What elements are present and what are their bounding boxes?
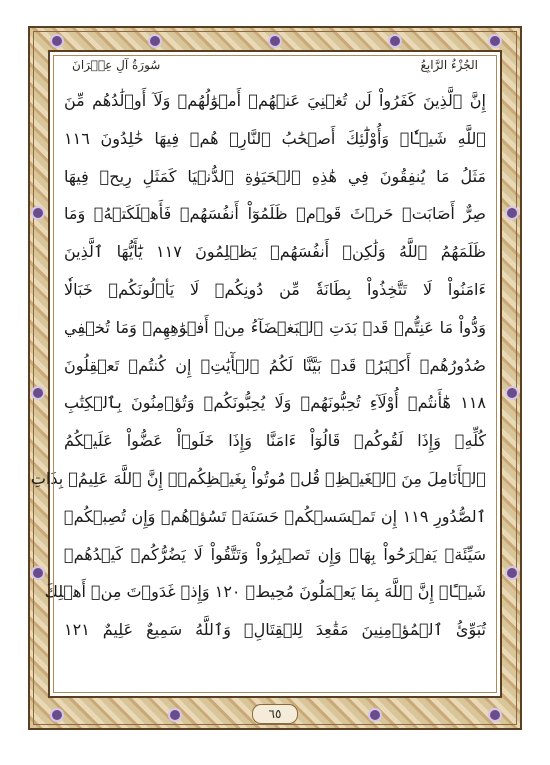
text-line: ١١٨ هَٰٓأَنتُمۡ أُوْلَآءِ تُحِبُّونَهُمۡ وَلَا يُحِبُّونَكُمۡ وَتُؤۡمِنُونَ بِٱلۡكِتَٰبِ	[64, 393, 486, 413]
text-panel	[30, 50, 502, 698]
flower-ornament-icon	[33, 388, 43, 398]
text-line: شَيۡـًٔاۗ إِنَّ ٱللَّهَ بِمَا يَعۡمَلُونَ مُحِيطٞ ١٢٠ وَإِذۡ غَدَوۡتَ مِنۡ أَهۡلِكَ	[44, 582, 486, 602]
page-header	[66, 56, 484, 74]
flower-ornament-icon	[52, 36, 62, 46]
text-line: وَدُّواْ مَا عَنِتُّمۡ قَدۡ بَدَتِ ٱلۡبَغۡضَآءُ مِنۡ أَفۡوَٰهِهِمۡ وَمَا تُخۡفِي	[64, 317, 486, 337]
ornamental-border	[28, 26, 522, 730]
text-line: مَثَلُ مَا يُنفِقُونَ فِي هَٰذِهِ ٱلۡحَيَوٰةِ ٱلدُّنۡيَا كَمَثَلِ رِيحٖ فِيهَا	[64, 166, 486, 186]
flower-ornament-icon	[507, 568, 517, 578]
flower-ornament-icon	[33, 208, 43, 218]
surah-title: سُورَةُ آلِ عِمۡرَانَ	[72, 58, 161, 72]
flower-ornament-icon	[170, 710, 180, 720]
text-line: تُبَوِّئُ ٱلۡمُؤۡمِنِينَ مَقَٰعِدَ لِلۡقِتَالِۗ وَٱللَّهُ سَمِيعٌ عَلِيمٌ ١٢١	[64, 620, 486, 640]
page-number: ٦٥	[252, 704, 298, 724]
flower-ornament-icon	[490, 710, 500, 720]
text-line: ٱلصُّدُورِ ١١٩ إِن تَمۡسَسۡكُمۡ حَسَنَةٞ تَسُؤۡهُمۡ وَإِن تُصِبۡكُمۡ	[64, 506, 487, 526]
text-line: ٱللَّهِ شَيۡـٔٗاۖ وَأُوْلَٰٓئِكَ أَصۡحَٰبُ ٱلنَّارِۖ هُمۡ فِيهَا خَٰلِدُونَ ١١٦	[64, 128, 486, 148]
flower-ornament-icon	[270, 36, 280, 46]
verse-text	[30, 82, 500, 688]
flower-ornament-icon	[390, 36, 400, 46]
text-line: ٱلۡأَنَامِلَ مِنَ ٱلۡغَيۡظِۚ قُلۡ مُوتُواْ بِغَيۡظِكُمۡۗ إِنَّ ٱللَّهَ عَلِيمُۢ بِذَاتِ	[30, 468, 486, 488]
text-line: ظَلَمَهُمُ ٱللَّهُ وَلَٰكِنۡ أَنفُسَهُمۡ يَظۡلِمُونَ ١١٧ يَٰٓأَيُّهَا ٱلَّذِينَ	[64, 242, 487, 262]
text-line: سَيِّئَةٞ يَفۡرَحُواْ بِهَاۖ وَإِن تَصۡبِرُواْ وَتَتَّقُواْ لَا يَضُرُّكُمۡ كَيۡدُهُمۡ	[64, 544, 486, 564]
text-line: صِرٌّ أَصَابَتۡ حَرۡثَ قَوۡمٖ ظَلَمُوٓاْ أَنفُسَهُمۡ فَأَهۡلَكَتۡهُۚ وَمَا	[64, 204, 486, 224]
flower-ornament-icon	[370, 710, 380, 720]
flower-ornament-icon	[33, 568, 43, 578]
juz-title: الجُزْءُ الرَّابِعُ	[420, 58, 478, 72]
flower-ornament-icon	[150, 36, 160, 46]
text-line: إِنَّ ٱلَّذِينَ كَفَرُواْ لَن تُغۡنِيَ عَنۡهُمۡ أَمۡوَٰلُهُمۡ وَلَآ أَوۡلَٰدُهُم مِّنَ	[64, 91, 486, 110]
flower-ornament-icon	[52, 710, 62, 720]
text-line: ءَامَنُواْ لَا تَتَّخِذُواْ بِطَانَةٗ مِّن دُونِكُمۡ لَا يَأۡلُونَكُمۡ خَبَالٗا	[64, 279, 486, 299]
flower-ornament-icon	[490, 36, 500, 46]
flower-ornament-icon	[507, 388, 517, 398]
flower-ornament-icon	[507, 208, 517, 218]
text-line: صُدُورُهُمۡ أَكۡبَرُۚ قَدۡ بَيَّنَّا لَكُمُ ٱلۡأٓيَٰتِۖ إِن كُنتُمۡ تَعۡقِلُونَ	[64, 355, 486, 375]
text-line: كُلِّهِۦ وَإِذَا لَقُوكُمۡ قَالُوٓاْ ءَامَنَّا وَإِذَا خَلَوۡاْ عَضُّواْ عَلَيۡكُمُ	[64, 431, 486, 451]
